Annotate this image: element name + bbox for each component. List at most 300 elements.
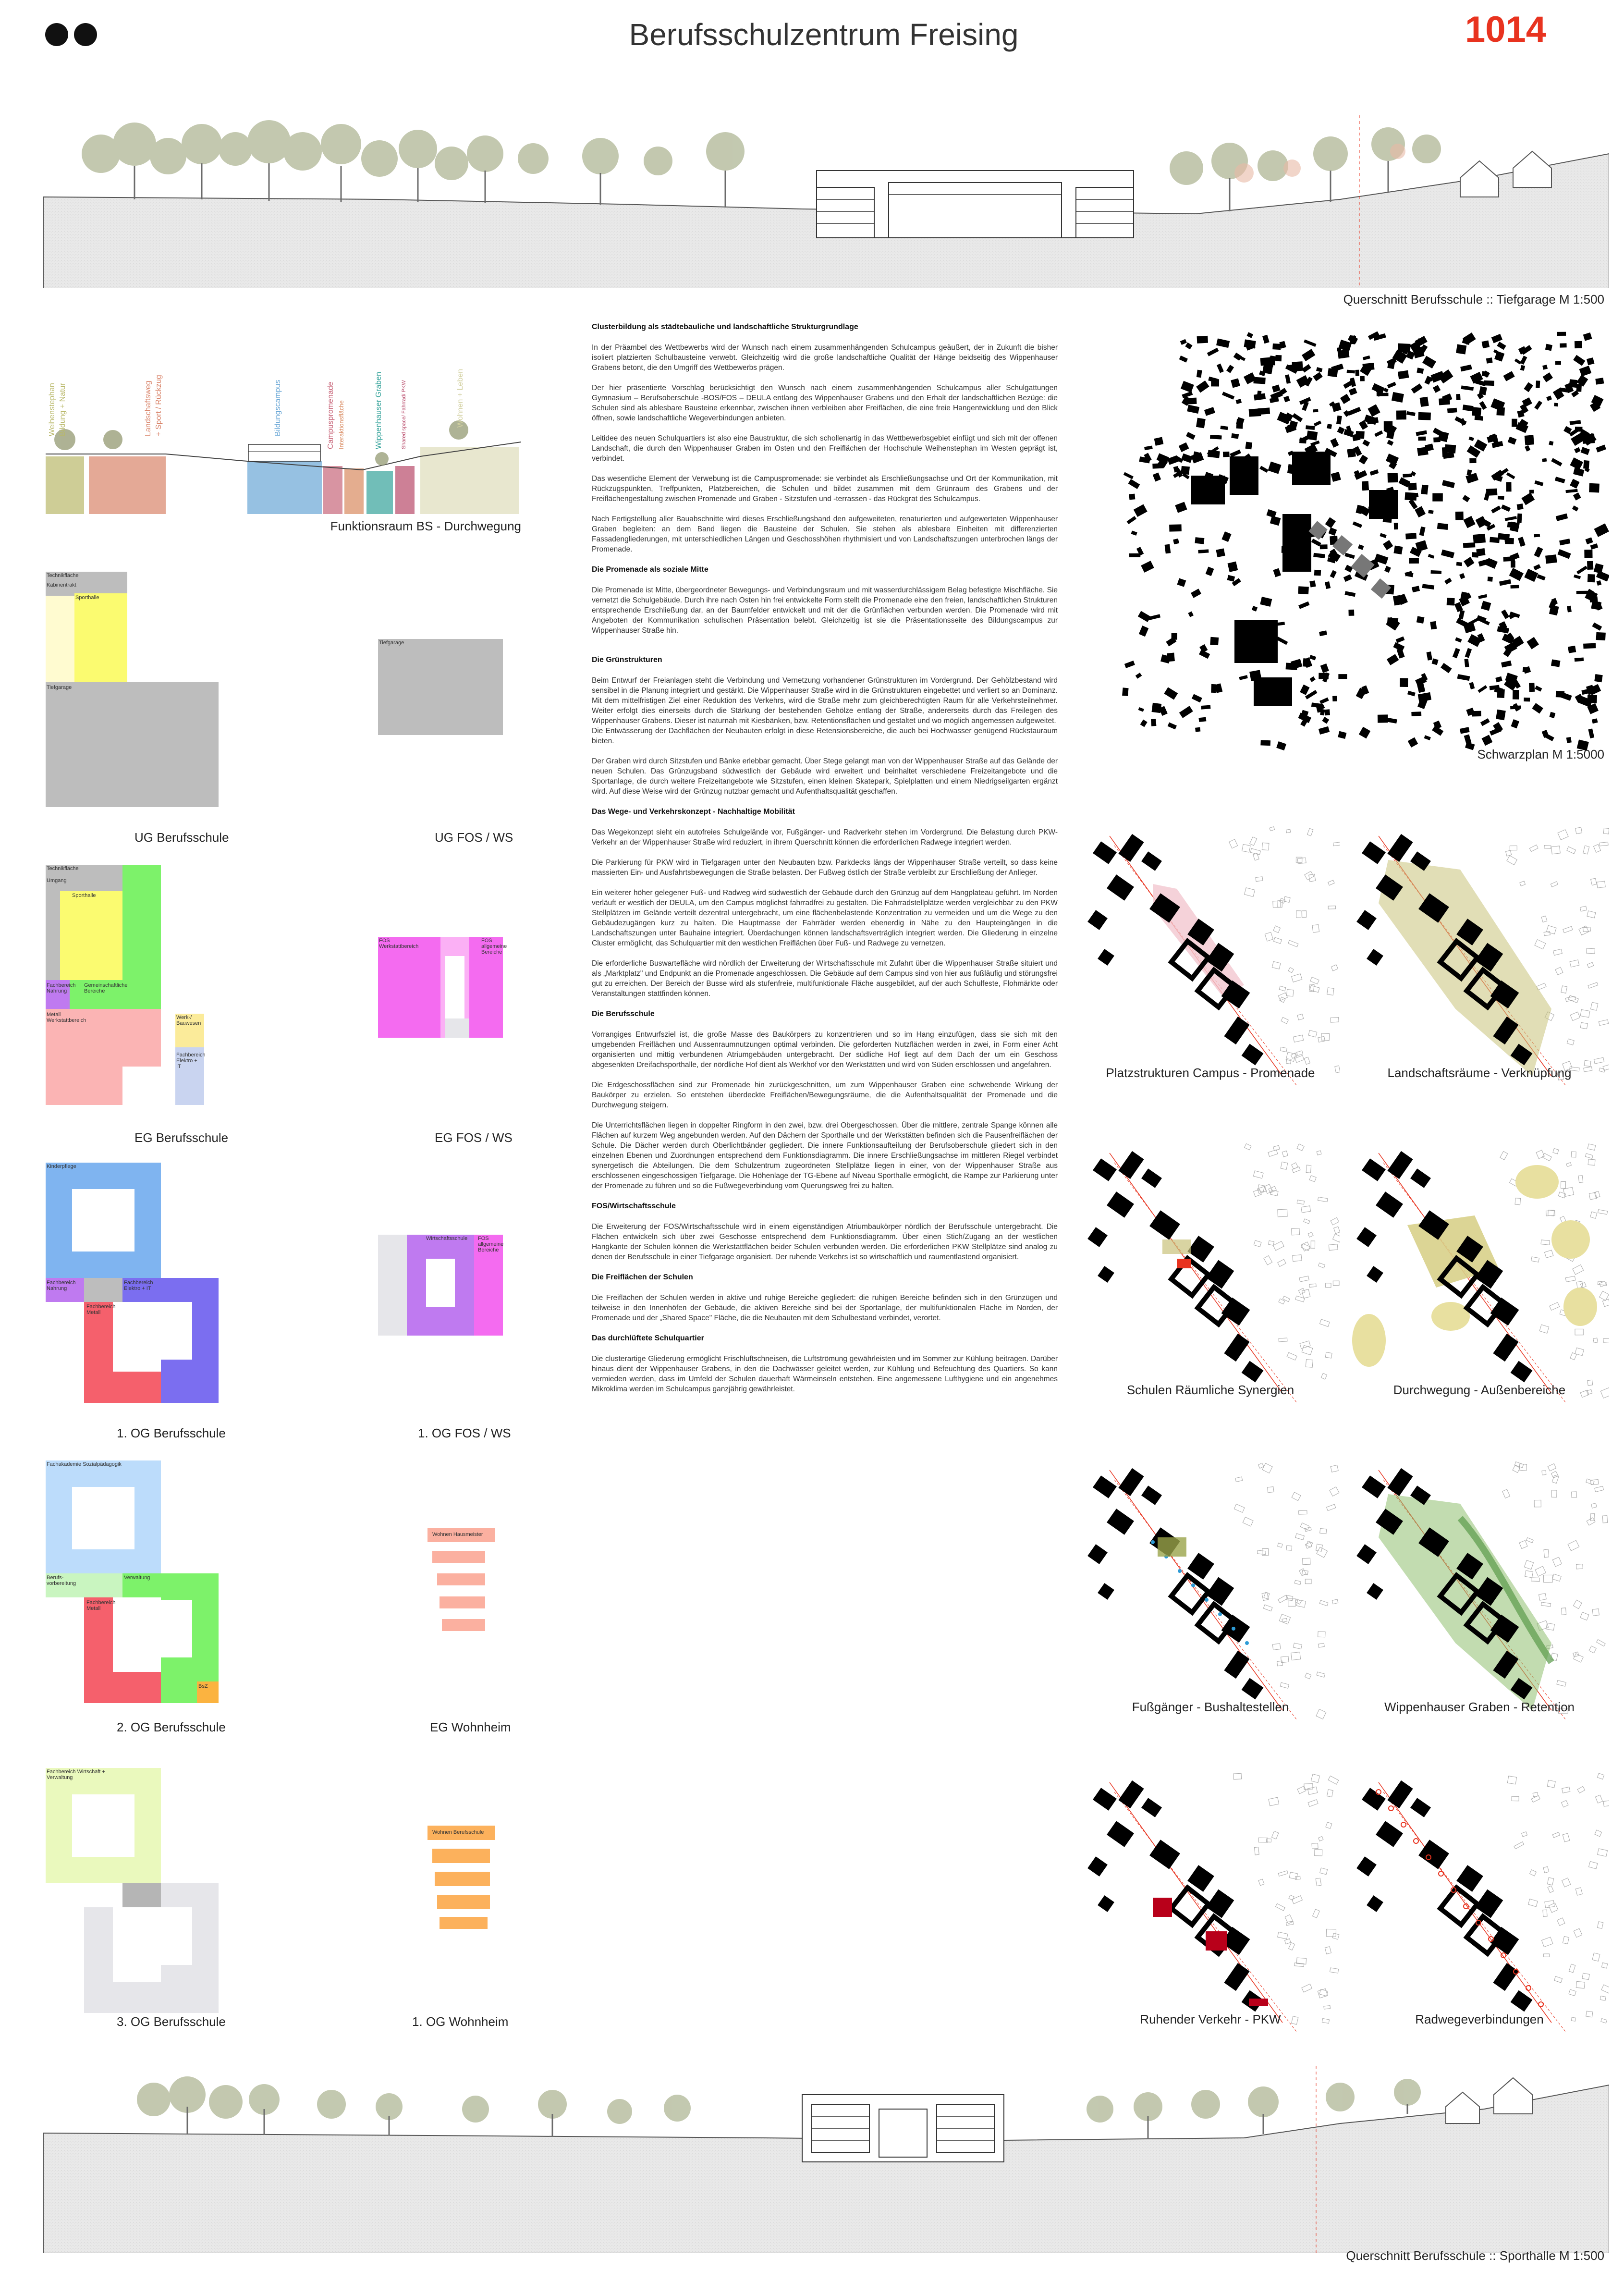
schwarzplan-building — [1594, 674, 1603, 682]
schwarzplan-building — [1488, 577, 1493, 582]
schwarzplan-building — [1463, 542, 1475, 548]
schwarzplan-building — [1499, 579, 1511, 586]
schwarzplan-building — [1195, 727, 1200, 732]
schwarzplan-building — [1226, 365, 1234, 373]
heading-fos: FOS/Wirtschaftsschule — [592, 1202, 676, 1210]
schwarzplan-building — [1332, 696, 1337, 702]
schwarzplan-building — [1498, 496, 1504, 500]
schwarzplan-building — [1304, 339, 1316, 347]
schwarzplan-building — [1583, 332, 1592, 341]
schwarzplan-building — [1327, 424, 1332, 429]
schwarzplan-building — [1298, 586, 1309, 594]
schwarzplan-building — [1260, 597, 1272, 607]
schwarzplan-building — [1456, 344, 1466, 354]
schwarzplan-building — [1432, 658, 1439, 665]
schwarzplan-building — [1400, 678, 1408, 687]
heading-gruen: Die Grünstrukturen — [592, 656, 662, 664]
schwarzplan-building — [1507, 522, 1512, 528]
schwarzplan-building — [1302, 349, 1315, 361]
schwarzplan-map — [1119, 331, 1609, 759]
schwarzplan-building — [1422, 584, 1435, 589]
schwarzplan-building — [1583, 460, 1589, 469]
schwarzplan-building — [1555, 477, 1565, 483]
schwarzplan-building — [1286, 663, 1297, 670]
schwarzplan-building — [1368, 404, 1380, 417]
schwarzplan-building — [1154, 437, 1164, 446]
function-diagram — [46, 336, 521, 519]
schwarzplan-building — [1459, 610, 1465, 620]
schwarzplan-building — [1384, 566, 1391, 573]
schwarzplan-building — [1566, 737, 1572, 743]
schwarzplan-building — [1398, 344, 1411, 353]
schwarzplan-building — [1495, 676, 1502, 683]
entry-number: 1014 — [1465, 9, 1547, 50]
schwarzplan-building — [1179, 356, 1188, 363]
schwarzplan-building — [1526, 637, 1539, 650]
schwarzplan-building — [1534, 547, 1543, 558]
schwarzplan-building — [1587, 574, 1595, 582]
schwarzplan-building — [1460, 365, 1472, 372]
schwarzplan-building — [1497, 342, 1506, 350]
schwarzplan-building — [1560, 343, 1566, 347]
schwarzplan-building — [1505, 516, 1517, 521]
schwarzplan-building — [1239, 675, 1248, 680]
heading-freiflaechen: Die Freiflächen der Schulen — [592, 1273, 693, 1281]
schwarzplan-building — [1217, 364, 1224, 373]
schwarzplan-building — [1441, 550, 1454, 558]
schwarzplan-building — [1127, 516, 1136, 524]
schwarzplan-building — [1521, 492, 1535, 505]
schwarzplan-building — [1386, 431, 1394, 439]
schwarzplan-building — [1584, 550, 1592, 558]
schwarzplan-building — [1252, 606, 1258, 612]
schwarzplan-building — [1520, 365, 1525, 371]
schwarzplan-building — [1151, 719, 1156, 726]
schwarzplan-building — [1344, 553, 1355, 559]
schwarzplan-building — [1501, 661, 1512, 668]
schwarzplan-building — [1508, 437, 1517, 445]
schwarzplan-building — [1407, 691, 1416, 697]
schwarzplan-building — [1134, 504, 1148, 517]
schwarzplan-campus-block — [1254, 677, 1292, 706]
schwarzplan-building — [1192, 694, 1202, 702]
schwarzplan-building — [1270, 516, 1281, 526]
schwarzplan-building — [1374, 430, 1383, 437]
schwarzplan-building — [1575, 341, 1582, 348]
schwarzplan-building — [1207, 348, 1219, 356]
schwarzplan-building — [1191, 589, 1201, 598]
schwarzplan-building — [1258, 407, 1270, 415]
schwarzplan-building — [1348, 407, 1361, 416]
schwarzplan-building — [1197, 336, 1208, 344]
schwarzplan-campus-block — [1369, 490, 1398, 519]
schwarzplan-building — [1387, 440, 1394, 446]
og1-bs-plan: Kinderpflege Fachbereich Nahrung Fachbereich Elektro + IT Fachbereich Metall — [46, 1163, 219, 1403]
schwarzplan-building — [1187, 405, 1199, 414]
schwarzplan-building — [1283, 396, 1290, 403]
schwarzplan-building — [1411, 383, 1423, 393]
schwarzplan-building — [1461, 385, 1474, 391]
schwarzplan-building — [1496, 710, 1506, 721]
schwarzplan-building — [1320, 544, 1328, 549]
top-cross-section — [43, 115, 1609, 288]
schwarzplan-building — [1511, 561, 1515, 567]
schwarzplan-building — [1129, 494, 1135, 500]
schwarzplan-campus-block — [1282, 514, 1311, 572]
schwarzplan-building — [1525, 445, 1530, 452]
schwarzplan-building — [1496, 407, 1505, 416]
schwarzplan-building — [1359, 727, 1370, 739]
schwarzplan-building — [1551, 659, 1561, 667]
analysis-map-m8 — [1350, 1773, 1609, 2032]
schwarzplan-building — [1313, 409, 1318, 413]
schwarzplan-building — [1270, 397, 1279, 403]
text-column: Clusterbildung als städtebauliche und landschaftliche Strukturgrundlage In der Präambel des Wettbewerbs wird der Wunsch nach einem zusammenhängenden Schulcampus geäußert, der in Zukunft die bisher isoliert platzierten Schulbausteine verwebt. Gleichzeitig wird die große landschaftliche Qualität der Hänge beidseitig des Wippenhauser Grabens betont, die den Umgriff des Wettbewerbs prägen. Der hier präsentierte Vorschlag berücksichtigt den Wunsch nach einem zusammenhängenden Schulcampus aller Schulgattungen Gymnasium – Berufsoberschule -BOS/FOS – DEULA entlang des Wippenhauser Grabens und den Erhalt der landschaftlichen Bezüge: die Schulen sind als ablesbare Bausteine erkennbar, zwischen ihnen verbleiben aber Freiflächen, die eine freie Hangentwicklung und den Blick öffnen, sowie landschaftliche Wegeverbindungen anbieten. Leitidee des neuen Schulquartiers ist also eine Baustruktur, die sich schollenartig in das Wettbewerbsgebiet einfügt und sich mit der offenen Landschaft, die durch den Wippenhauser Graben im Osten und den Freiflächen der Hochschule Weihenstephan im Westen geprägt ist, verbindet. Das wesentliche Element der Verwebung ist die Campuspromenade: sie verbindet als Erschließungsachse und Ort der Kommunikation, mit Rückzugspunkten, Treffpunkten, Platzbereichen, die Schulen und bildet zusammen mit dem Grünraum des Grabens und der Freiflächengestaltung zwischen Promenade und Graben - Sitzstufen und -terrassen - das Rückgrat des Schulcampus. Nach Fertigstellung aller Bauabschnitte wird dieses Erschließungsband den aufgeweiteten, renaturierten und aufgewerteten Wippenhauser Graben begleiten: an dem Band liegen die Bausteine der Schulen. Sie stehen als ablesbare Einheiten mit differenzierten Fassadengliederungen, mit unterschiedlichen Längen und Geschosshöhen rhythmisiert und von Landschaftszungen unterbrochen längs der Promenade. Die Promenade als soziale Mitte Die Promenade ist Mitte, übergeordneter Bewegungs- und Verbindungsraum und mit wasserdurchlässigem Belag befestigte Mischfläche. Sie vernetzt die Schulgebäude. Durch ihre nach Osten hin frei entwickelte Form stellt die Promenade eine den freien, landschaftlichen Strukturen entsprechende Erschließung dar, an der Baumfelder entwickelt und mit der die Grünflächen verbunden werden. Die Promenade wird mit Angeboten der Kommunikation schulischen Präsentation belebt. Gleichzeitig ist sie die Präsentationsseite des Bildungscampus zur Wippenhauser Straße hin. Die Grünstrukturen Beim Entwurf der Freianlagen steht die Verbindung und Vernetzung vorhandener Grünstrukturen im Vordergrund. Der Gehölzbestand wird sensibel in die Planung integriert und gestärkt. Die Wippenhauser Straße wird in die Grünstrukturen eingebettet und verliert so an Dominanz. Mit dem mittelfristigen Ziel einer Reduktion des Verkehrs, wird die Straße mehr zum gleichberechtigten Raum für alle Verkehrsteilnehmer. Weiter erfolgt dies einerseits durch die Stärkung der bestehenden Gehölze entlang der Straße, andererseits durch das Freilegen des Wippenhauser Grabens. Dieser ist naturnah mit Kiesbänken, bzw. Retentionsflächen und gestaltet und wo möglich angemessen aufgeweitet. Die Entwässerung der Dachflächen der Neubauten erfolgt in diese Retensionsbereiche, die auch bei Hochwasser genügend Rückstauraum bieten. Der Graben wird durch Sitzstufen und Bänke erlebbar gemacht. Über Stege gelangt man von der Wippenhauser Straße auf das Gelände der neuen Schulen. Das Grünzugsband südwestlich der Gebäude wird erweitert und beinhaltet verschiedene Freizeitangebote und die Sportanlage, die durch weitere Freizeitangebote wie Sitzstufen, einen kleinen Skatepark, Spielplatten und einem Niedrigseilgarten ergänzt wird. Auf diese Weise wird der Grünzug nutzbar gemacht und Aufenthaltsqualität geschaffen. Das Wege- und Verkehrskonzept - Nachhaltige Mobilität Das Wegekonzept sieht ein autofreies Schulgelände vor, Fußgänger- und Radverkehr stehen im Vordergrund. Die Belastung durch PKW-Verkehr an der Wippenhauser Straße wird reduziert, in ihrem Querschnitt können die erforderlichen Radwege integriert werden. Die Parkierung für PKW wird in Tiefgaragen unter den Neubauten bzw. Parkdecks längs der Wippenhauser Straße verteilt, so dass keine massierten Ein- und Ausfahrtsbewegungen die Straße belasten. Der Fußweg östlich der Straße verbleibt zur Erschließung der Anlieger. Ein weiterer höher gelegener Fuß- und Radweg wird südwestlich der Gebäude durch den Grünzug auf dem Hangplateau geführt. Im Norden verläuft er westlich der DEULA, um den Campus möglichst fahrradfrei zu gestalten. Die Fahrradstellplätze werden vergleichbar zu den PKW Stellplätzen im Gelände verteilt dezentral untergebracht, um eine flächenbelastende Konzentration zu vermeiden und um die Wege zu den Gebäudezugängen kurz zu halten. Die Hauptmasse der Fahrräder werden ebenerdig in Nähe zu den Haupteingängen in die Landschaftszungen unter Bauhaine integriert. Überdachungen können landschaftsverträglich integriert werden. Die Gliederung in einzelne Cluster ermöglicht, das Schulquartier mit den westlichen Freiflächen über Fuß- und Radwege zu vernetzen. Die erforderliche Buswartefläche wird nördlich der Erweiterung der Wirtschaftsschule mit Zufahrt über die Wippenhauser Straße situiert und als „Marktplatz" und Endpunkt an die Promenade angeschlossen. Die Gebäude auf dem Campus sind von hier aus fußläufig und störungsfrei gut zu erreichen. Der Bereich der Busse wird als stufenfreie, multifunktionale Fläche ausgebildet, auf der auch Schulfeste, Flohmärkte oder Veranstaltungen stattfinden können. Die Berufsschule Vorrangiges Entwurfsziel ist, die große Masse des Baukörpers zu konzentrieren und so im Hang einzufügen, dass sie sich mit den umgebenden Freiflächen und Aussenraumnutzungen optimal verbinden. Die geforderten Nutzflächen werden in zwei, in Form einer Acht organisierten und mittig verbundenen Atriumgebäuden untergebracht. Der südliche Hof liegt auf dem Dach der um ein Geschoss abgesenkten Dreifachsporthalle, der nördliche Hof dient als Werkhof vor den Werkstätten und wird von Süden erschlossen und angefahren. Die Erdgeschossflächen sind zur Promenade hin zurückgeschnitten, um zum Wippenhauser Graben eine schwebende Wirkung der Baukörper zu erzielen. So entstehen überdeckte Freiflächen/Bewegungsräume, die die Aufenthaltsqualität der Promenade und die Durchwegung steigern. Die Unterrichtsflächen liegen in doppelter Ringform in den zwei, bzw. drei Obergeschossen. Über die mittlere, zentrale Spange können alle Flächen auf kurzem Weg angebunden werden. Auf den Dächern der Sporthalle und der Werkstätten befinden sich die Pausenfreiflächen der Schule. Die Dächer werden durch Oberlichtbänder gegliedert. Die innere Funktionsaufteilung der Berufsoberschule gliedert sich in den einzelnen Ebenen und Zuordnungen entsprechend dem Funktionsdiagramm. Die innere Erschließungsachse im mittleren Riegel verbindet synergetisch die Abteilungen. Die dem Schulzentrum zugeordneten Stellplätze liegen in einer, von der Wippenhauser Straße aus erschlossenen eingeschossigen Tiefgarage. Die Höhenlage der TG-Ebene auf Niveau Sporthalle ermöglicht, die Rampe zur Parkierung unter der Promenade zu führen und so die Fußwegeverbindung vom Querungsweg frei zu halten. FOS/Wirtschaftsschule Die Erweiterung der FOS/Wirtschaftsschule wird in einem eigenständigen Atriumbaukörper nördlich der Berufsschule untergebracht. Die Flächen entwickeln sich über zwei Geschosse entsprechend dem Funktionsdiagramm. Über einen Stich/Zugang an der westlichen Hangkante der Schulen können die Werkstattflächen beider Schulen verbunden werden. Die erforderlichen PKW Stellplätze sind analog zu denen der Berufsschule in einer Tiefgarage organisiert. Der ruhende Verkehrs ist so wirtschaftlich und raumentlastend organisiert. Die Freiflächen der Schulen Die Freiflächen der Schulen werden in aktive und ruhige Bereiche gegliedert: die ruhigen Bereiche befinden sich in den Grünzügen und teilweise in den Innenhöfen der Gebäude, die aktiven Bereiche sind bei der Sportanlage, der multifunktionalen Fläche im Norden, der Promenade und der „Shared Space" Fläche, die die Neubauten mit dem Schulbestand verbindet, verortet. Das durchlüftete Schulquartier Die clusterartige Gliederung ermöglicht Frischluftschneisen, die Luftströmung gewährleisten und im Sommer zur Kühlung beitragen. Darüber hinaus dient der Wippenhauser Grabens, in den die Dachwässer geleitet werden, zur Kühlung und Befeuchtung des Quartiers. So kann vermieden werden, dass im Umfeld der Schulen dauerhaft Wärmeinseln entstehen. Eine angemessene Lufthygiene und ein angenehmes Mikroklima werden im Schulcampus ganzjährig gewährleistet. — [592, 323, 1058, 1393]
schwarzplan-building — [1188, 611, 1194, 617]
schwarzplan-building — [1506, 482, 1512, 491]
schwarzplan-building — [1343, 574, 1352, 582]
schwarzplan-building — [1359, 455, 1368, 465]
map-caption-m5: Fußgänger - Bushaltestellen — [1132, 1700, 1289, 1714]
schwarzplan-building — [1136, 673, 1142, 679]
eg-wohn-caption: EG Wohnheim — [430, 1720, 511, 1734]
schwarzplan-building — [1227, 562, 1238, 572]
band-label-2: Landschaftsweg — [144, 380, 152, 436]
schwarzplan-building — [1596, 445, 1606, 453]
schwarzplan-building — [1222, 392, 1234, 399]
schwarzplan-building — [1575, 658, 1584, 662]
schwarzplan-building — [1441, 663, 1452, 673]
schwarzplan-building — [1501, 504, 1511, 512]
schwarzplan-building — [1570, 420, 1581, 425]
diagram-caption: Funktionsraum BS - Durchwegung — [330, 519, 521, 533]
schwarzplan-building — [1506, 472, 1515, 479]
schwarzplan-building — [1309, 655, 1316, 660]
schwarzplan-building — [1208, 450, 1220, 458]
schwarzplan-building — [1587, 357, 1594, 365]
schwarzplan-building — [1338, 731, 1346, 739]
schwarzplan-building — [1404, 492, 1416, 501]
analysis-map-m7 — [1081, 1773, 1340, 2032]
schwarzplan-building — [1421, 485, 1429, 495]
schwarzplan-building — [1140, 720, 1148, 727]
schwarzplan-building — [1276, 741, 1286, 750]
top-section-caption: Querschnitt Berufsschule :: Tiefgarage M 1:500 — [1343, 292, 1604, 307]
schwarzplan-building — [1574, 447, 1580, 454]
schwarzplan-building — [1524, 382, 1533, 393]
schwarzplan-building — [1353, 521, 1362, 528]
schwarzplan-building — [1533, 564, 1540, 570]
schwarzplan-building — [1311, 539, 1321, 546]
schwarzplan-building — [1210, 435, 1222, 440]
schwarzplan-building — [1464, 659, 1469, 667]
schwarzplan-building — [1472, 552, 1478, 557]
schwarzplan-building — [1370, 469, 1379, 476]
schwarzplan-building — [1313, 553, 1325, 558]
schwarzplan-building — [1497, 626, 1509, 633]
schwarzplan-building — [1456, 562, 1462, 566]
heading-durchlueftet: Das durchlüftete Schulquartier — [592, 1334, 704, 1342]
schwarzplan-building — [1236, 399, 1242, 404]
schwarzplan-building — [1313, 372, 1322, 381]
schwarzplan-building — [1457, 674, 1470, 681]
schwarzplan-building — [1588, 728, 1594, 738]
schwarzplan-building — [1309, 676, 1315, 682]
schwarzplan-building — [1534, 401, 1542, 410]
schwarzplan-building — [1468, 436, 1474, 441]
schwarzplan-building — [1511, 719, 1519, 728]
schwarzplan-building — [1406, 411, 1416, 416]
heading-promenade: Die Promenade als soziale Mitte — [592, 565, 708, 574]
schwarzplan-building — [1347, 448, 1356, 457]
schwarzplan-building — [1377, 393, 1389, 396]
schwarzplan-building — [1481, 601, 1491, 611]
schwarzplan-building — [1216, 548, 1225, 557]
schwarzplan-building — [1514, 358, 1522, 364]
schwarzplan-building — [1175, 502, 1187, 513]
schwarzplan-building — [1316, 367, 1322, 372]
eg-wohn-plan: Wohnen Hausmeister — [427, 1528, 495, 1633]
schwarzplan-building — [1491, 505, 1501, 513]
schwarzplan-building — [1596, 632, 1606, 640]
schwarzplan-building — [1520, 356, 1527, 365]
schwarzplan-building — [1482, 341, 1490, 349]
schwarzplan-building — [1245, 442, 1252, 449]
band-label-6: Wippenhauser Graben — [375, 372, 383, 449]
schwarzplan-building — [1185, 343, 1192, 350]
schwarzplan-building — [1273, 568, 1281, 577]
schwarzplan-building — [1433, 437, 1441, 442]
logo-dot-left — [45, 23, 68, 46]
schwarzplan-building — [1463, 516, 1475, 528]
schwarzplan-building — [1151, 703, 1161, 713]
schwarzplan-building — [1210, 637, 1219, 645]
schwarzplan-building — [1475, 416, 1483, 421]
schwarzplan-building — [1181, 454, 1193, 463]
schwarzplan-building — [1420, 397, 1429, 407]
schwarzplan-building — [1325, 581, 1331, 589]
schwarzplan-building — [1292, 361, 1303, 371]
schwarzplan-building — [1432, 493, 1443, 502]
bottom-cross-section — [43, 2066, 1609, 2253]
schwarzplan-building — [1476, 516, 1488, 528]
schwarzplan-building — [1179, 442, 1189, 452]
schwarzplan-building — [1442, 480, 1455, 488]
schwarzplan-building — [1408, 483, 1416, 491]
schwarzplan-building — [1581, 447, 1590, 455]
schwarzplan-building — [1220, 426, 1228, 430]
schwarzplan-building — [1556, 514, 1568, 521]
schwarzplan-building — [1122, 687, 1128, 696]
schwarzplan-building — [1428, 510, 1433, 514]
schwarzplan-building — [1430, 570, 1441, 574]
schwarzplan-campus-block — [1191, 476, 1225, 504]
schwarzplan-building — [1545, 344, 1552, 351]
band-label-4: Campuspromenade — [327, 381, 335, 449]
schwarzplan-building — [1472, 711, 1481, 717]
schwarzplan-building — [1549, 441, 1553, 445]
map-caption-m1: Platzstrukturen Campus - Promenade — [1106, 1066, 1315, 1080]
og1-wohn-caption: 1. OG Wohnheim — [412, 2014, 509, 2029]
schwarzplan-building — [1490, 537, 1500, 543]
schwarzplan-building — [1550, 712, 1556, 718]
schwarzplan-building — [1501, 610, 1509, 619]
schwarzplan-building — [1387, 654, 1399, 665]
og3-bs-caption: 3. OG Berufsschule — [117, 2014, 226, 2029]
schwarzplan-building — [1513, 690, 1519, 699]
eg-fos-plan: FOS Werkstattbereich FOS allgemeine Bereiche — [378, 937, 503, 1038]
schwarzplan-building — [1309, 580, 1316, 587]
schwarzplan-building — [1418, 692, 1431, 702]
schwarzplan-building — [1177, 578, 1186, 587]
schwarzplan-building — [1551, 458, 1562, 466]
schwarzplan-building — [1469, 682, 1475, 689]
ug-bs-plan: Technikfläche Kabinentrakt Sporthalle Tiefgarage — [46, 572, 219, 807]
schwarzplan-building — [1337, 349, 1349, 359]
schwarzplan-building — [1330, 570, 1337, 578]
schwarzplan-building — [1260, 740, 1270, 746]
schwarzplan-building — [1216, 338, 1230, 348]
schwarzplan-building — [1124, 661, 1135, 668]
schwarzplan-building — [1329, 528, 1337, 536]
schwarzplan-building — [1537, 574, 1546, 580]
og1-fos-caption: 1. OG FOS / WS — [418, 1426, 511, 1440]
schwarzplan-building — [1392, 392, 1404, 403]
og2-bs-caption: 2. OG Berufsschule — [117, 1720, 226, 1734]
schwarzplan-building — [1292, 413, 1303, 422]
schwarzplan-building — [1459, 573, 1465, 579]
eg-bs-plan: Technikfläche Umgang Sporthalle Fachbereich Nahrung Gemeinschaftliche Bereiche Metall Werkstattbereich Werk-/ Bauwesen Fachbereich Elektro + IT — [46, 865, 219, 1110]
schwarzplan-building — [1322, 717, 1329, 724]
schwarzplan-building — [1568, 646, 1576, 653]
schwarzplan-building — [1165, 544, 1171, 554]
schwarzplan-building — [1422, 356, 1436, 368]
schwarzplan-building — [1394, 523, 1398, 529]
schwarzplan-building — [1573, 355, 1585, 366]
schwarzplan-building — [1277, 637, 1288, 645]
schwarzplan-building — [1517, 503, 1524, 510]
og1-bs-caption: 1. OG Berufsschule — [117, 1426, 226, 1440]
schwarzplan-building — [1272, 344, 1281, 350]
schwarzplan-building — [1191, 452, 1204, 464]
analysis-map-m5 — [1081, 1460, 1340, 1720]
schwarzplan-building — [1590, 543, 1599, 550]
schwarzplan-building — [1139, 626, 1148, 637]
schwarzplan-building — [1349, 388, 1357, 395]
schwarzplan-building — [1196, 380, 1209, 393]
schwarzplan-building — [1378, 714, 1388, 723]
schwarzplan-building — [1398, 370, 1409, 380]
schwarzplan-building — [1504, 539, 1509, 543]
schwarzplan-building — [1543, 733, 1554, 741]
schwarzplan-building — [1503, 371, 1514, 381]
schwarzplan-building — [1408, 737, 1418, 748]
schwarzplan-building — [1355, 370, 1359, 376]
schwarzplan-building — [1330, 438, 1339, 448]
schwarzplan-building — [1573, 492, 1581, 501]
schwarzplan-building — [1542, 365, 1548, 370]
schwarzplan-building — [1405, 533, 1416, 539]
schwarzplan-building — [1195, 537, 1204, 544]
schwarzplan-building — [1455, 637, 1462, 642]
schwarzplan-building — [1554, 403, 1558, 406]
schwarzplan-building — [1253, 377, 1265, 384]
bottom-section-caption: Querschnitt Berufsschule :: Sporthalle M 1:500 — [1346, 2248, 1604, 2263]
schwarzplan-building — [1444, 444, 1456, 454]
heading-wege: Das Wege- und Verkehrskonzept - Nachhaltige Mobilität — [592, 808, 795, 816]
map-caption-m2: Landschaftsräume - Verknüpfung — [1387, 1066, 1572, 1080]
schwarzplan-building — [1576, 591, 1588, 594]
schwarzplan-building — [1567, 606, 1572, 613]
schwarzplan-building — [1543, 372, 1553, 382]
schwarzplan-building — [1546, 395, 1552, 401]
map-caption-m4: Durchwegung - Außenbereiche — [1393, 1383, 1566, 1397]
schwarzplan-building — [1362, 481, 1369, 491]
schwarzplan-building — [1247, 332, 1254, 338]
schwarzplan-campus-block — [1234, 620, 1278, 663]
schwarzplan-building — [1418, 412, 1431, 420]
schwarzplan-building — [1456, 394, 1460, 400]
schwarzplan-building — [1355, 431, 1365, 439]
schwarzplan-building — [1197, 370, 1202, 378]
schwarzplan-building — [1180, 339, 1187, 345]
schwarzplan-building — [1569, 379, 1577, 388]
analysis-map-m4 — [1350, 1143, 1609, 1403]
band-label-1: Weihenstephan — [48, 383, 56, 436]
schwarzplan-building — [1416, 616, 1425, 624]
heading-berufsschule: Die Berufsschule — [592, 1010, 655, 1018]
schwarzplan-building — [1285, 374, 1291, 384]
map-caption-m6: Wippenhauser Graben - Retention — [1384, 1700, 1575, 1714]
schwarzplan-building — [1393, 546, 1403, 555]
schwarzplan-building — [1387, 361, 1395, 369]
analysis-map-m1 — [1081, 826, 1340, 1086]
schwarzplan-building — [1439, 398, 1450, 405]
schwarzplan-building — [1167, 455, 1179, 465]
schwarzplan-building — [1477, 685, 1487, 693]
schwarzplan-building — [1529, 490, 1534, 493]
schwarzplan-building — [1173, 539, 1179, 544]
schwarzplan-building — [1535, 480, 1544, 486]
ug-fos-caption: UG FOS / WS — [435, 830, 513, 845]
band-label-8: Wohnen + Leben — [456, 368, 464, 428]
map-caption-m7: Ruhender Verkehr - PKW — [1140, 2012, 1281, 2026]
schwarzplan-building — [1416, 368, 1424, 374]
schwarzplan-building — [1597, 580, 1602, 586]
schwarzplan-building — [1306, 425, 1315, 430]
schwarzplan-building — [1307, 430, 1318, 441]
schwarzplan-building — [1575, 427, 1583, 432]
schwarzplan-building — [1319, 630, 1327, 636]
analysis-map-m3 — [1081, 1143, 1340, 1403]
schwarzplan-building — [1555, 361, 1561, 365]
schwarzplan-building — [1231, 433, 1239, 439]
map-caption-m3: Schulen Räumliche Synergien — [1126, 1383, 1294, 1397]
eg-fos-caption: EG FOS / WS — [435, 1130, 513, 1145]
schwarzplan-building — [1259, 466, 1268, 473]
band-label-3: Bildungscampus — [274, 380, 282, 436]
schwarzplan-building — [1358, 544, 1364, 550]
schwarzplan-building — [1594, 523, 1609, 537]
schwarzplan-building — [1344, 565, 1353, 573]
schwarzplan-building — [1592, 718, 1598, 724]
map-caption-m8: Radwegeverbindungen — [1415, 2012, 1544, 2026]
schwarzplan-building — [1262, 335, 1270, 344]
schwarzplan-building — [1123, 472, 1134, 479]
schwarzplan-building — [1300, 685, 1309, 695]
schwarzplan-building — [1409, 558, 1419, 563]
schwarzplan-building — [1319, 698, 1329, 704]
